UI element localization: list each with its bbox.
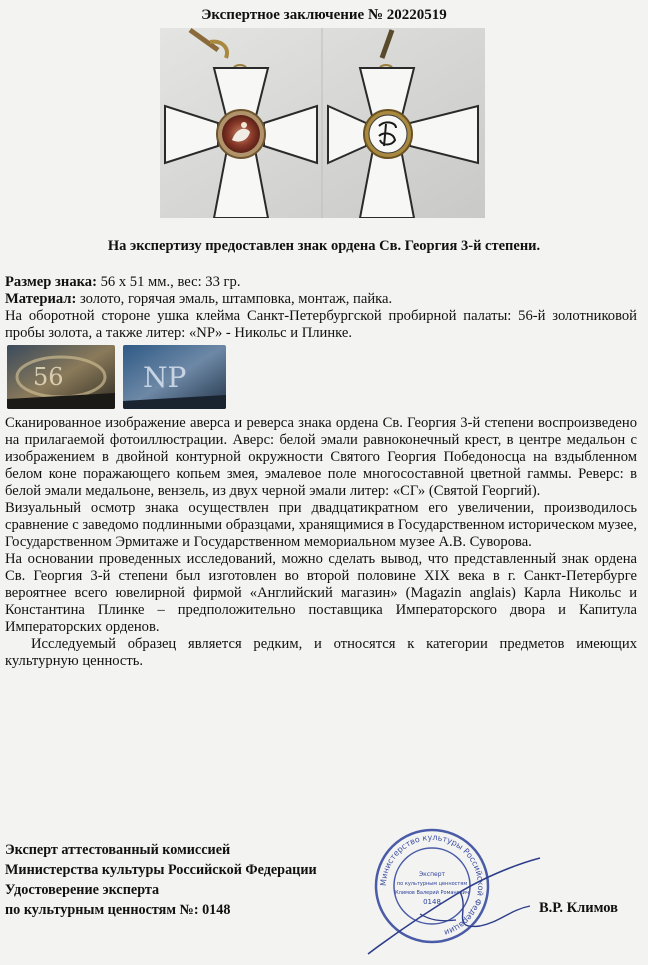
credentials-line-2: Министерства культуры Российской Федерации xyxy=(5,862,317,878)
expert-credentials xyxy=(5,840,317,920)
size-label: Размер знака: xyxy=(5,274,97,290)
material-label: Материал: xyxy=(5,291,77,307)
cross-photos xyxy=(160,28,485,218)
report-subtitle: На экспертизу предоставлен знак ордена Св. Георгия 3-й степени. xyxy=(107,238,541,254)
conclusion-paragraph: На основании проведенных исследований, можно сделать вывод, что представленный знак ордена Св. Георгия 3-й степени был изготовлен во второй половине XIX века в г. Санкт-Петербурге вероятнее всего ювелирной фирмой «Английский магазин» (Magazin anglais) Карла Никольс и Константина Плинке – предположительно поставщика Императорского двора и Капитула Императорских орденов. xyxy=(5,551,637,635)
inspection-paragraph: Визуальный осмотр знака осуществлен при двадцатикратном его увеличении, производилось сравнение с заведомо подлинными образцами, хранящимися в Государственном историческом музее, Государственном Эрмитаже и Государственном мемориальном музее А.В. Суворова. xyxy=(5,500,637,550)
handwritten-signature xyxy=(360,850,550,965)
report-title: Экспертное заключение № 20220519 xyxy=(201,7,447,23)
credentials-line-3: Удостоверение эксперта xyxy=(5,882,160,898)
svg-text:0148: 0148 xyxy=(423,898,441,906)
svg-text:по культурным ценностям: по культурным ценностям xyxy=(396,881,468,887)
svg-text:Климов Валерий Романович: Климов Валерий Романович xyxy=(395,890,469,896)
hallmark-photos xyxy=(5,345,637,411)
scan-paragraph: Сканированное изображение аверса и реверса знака ордена Св. Георгия 3-й степени воспроизведено на прилагаемой фотоиллюстрации. Аверс: белой эмали равноконечный крест, в центре медальон с изображением в двойной контурной окружности Святого Георгия Победоносца на вздыбленном белом коне поражающего копьем змея, эмалевое поле многосоставной цветной гаммы. Реверс: в белой эмали медальоне, вензель, из двух черной эмали литер: «СГ» (Святой Георгий). xyxy=(5,415,637,499)
svg-text:NP: NP xyxy=(143,361,187,394)
material-paragraph xyxy=(5,291,637,308)
material-text: золото, горячая эмаль, штамповка, монтаж, пайка. xyxy=(76,291,393,307)
svg-text:56: 56 xyxy=(33,363,64,391)
signer-name: В.Р. Климов xyxy=(539,900,618,916)
hallmark-photo-56 xyxy=(7,345,115,409)
rarity-paragraph: Исследуемый образец является редким, и относятся к категории предметов имеющих культурную ценность. xyxy=(5,636,637,669)
order-photo xyxy=(160,28,485,218)
size-text: 56 х 51 мм., вес: 33 гр. xyxy=(96,274,241,290)
credentials-line-4: по культурным ценностям №: 0148 xyxy=(5,902,231,918)
hallmark-paragraph: На оборотной стороне ушка клейма Санкт-Петербургской пробирной палаты: 56-й золотниковой пробы золота, а также литер: «NP» - Никольс и Плинке. xyxy=(5,308,637,341)
credentials-line-1: Эксперт аттестованный комиссией xyxy=(5,842,231,858)
svg-text:Министерство культуры Российск: Министерство культуры Российской Федерации xyxy=(378,832,486,938)
svg-text:Эксперт: Эксперт xyxy=(418,871,446,878)
report-body xyxy=(5,274,637,670)
hallmark-photo-np xyxy=(123,345,226,409)
size-paragraph xyxy=(5,274,637,291)
